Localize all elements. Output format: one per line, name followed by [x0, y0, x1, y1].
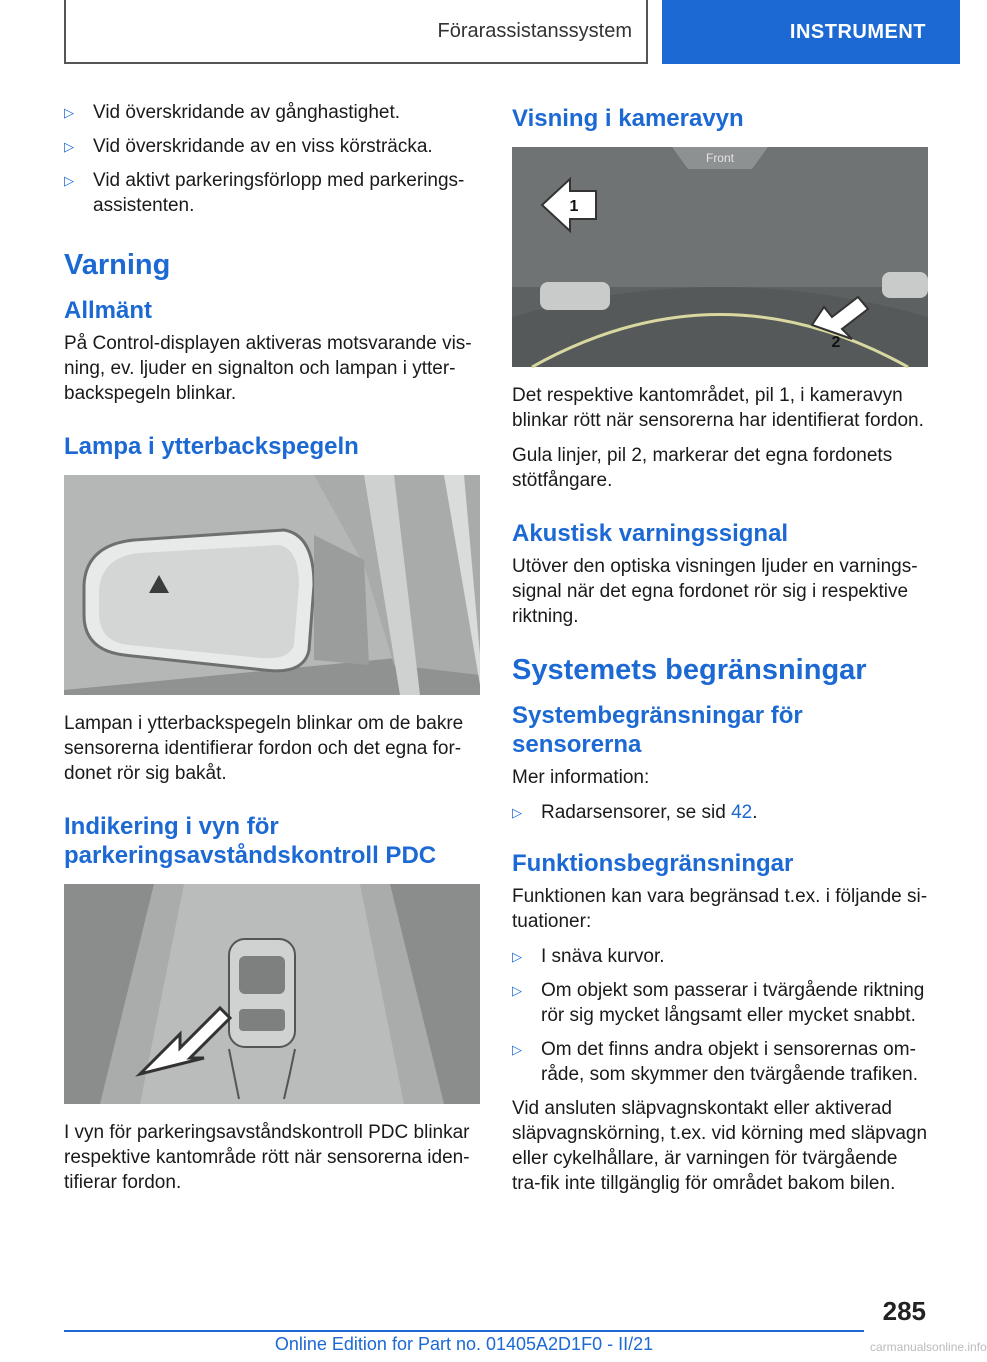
left-column [64, 100, 480, 1205]
paragraph-kamera-1: Det respektive kantområdet, pil 1, i kameravyn blinkar rött när sensorerna har identifierat fordon. [512, 385, 924, 431]
triangle-right-icon: ▷ [512, 983, 522, 998]
camera-arrow-1-label: 1 [569, 198, 579, 215]
paragraph-akustisk: Utöver den optiska visningen ljuder en varnings-signal när det egna fordonet rör sig i respektive riktning. [512, 556, 918, 627]
header-chapter-title: INSTRUMENT [789, 20, 926, 43]
header-section-title: Förarassistanssystem [437, 19, 632, 42]
heading-allmant: Allmänt [64, 297, 153, 324]
pdc-illustration [64, 884, 480, 1104]
mirror-illustration [64, 475, 480, 695]
mirror-figure [64, 475, 480, 695]
triangle-right-icon: ▷ [64, 139, 74, 154]
footer-edition: Online Edition for Part no. 01405A2D1F0 - II/21 [274, 1334, 654, 1354]
camera-figure [512, 147, 928, 367]
paragraph-funktion: Funktionen kan vara begränsad t.ex. i följande si-tuationer: [512, 886, 928, 932]
paragraph-slapvagn: Vid ansluten släpvagnskontakt eller aktiverad släpvagnskörning, t.ex. vid körning med släpvagn eller cykelhållare, är varningen för tvärgående tra-fik inte tillgänglig för området bakom bilen. [512, 1098, 928, 1194]
paragraph-pdc: I vyn för parkeringsavståndskontroll PDC blinkar respektive kantområde rött när sensorerna iden-tifierar fordon. [64, 1122, 470, 1193]
triangle-right-icon: ▷ [64, 105, 74, 120]
header-section [64, 0, 648, 64]
list-item: ▷ Om det finns andra objekt i sensorernas om-råde, som skymmer den tvärgående trafiken. [512, 1039, 919, 1085]
heading-lampa: Lampa i ytterbackspegeln [64, 433, 359, 460]
page-number: 285 [882, 1296, 926, 1326]
list-item: ▷ Vid överskridande av en viss körsträcka. [64, 136, 433, 157]
heading-begransningar: Systemets begränsningar [512, 654, 867, 686]
camera-illustration [512, 147, 928, 367]
header-chapter-tab[interactable] [662, 0, 960, 64]
footer-divider [64, 1330, 864, 1332]
heading-pdc: Indikering i vyn för parkeringsavståndskontroll PDC [64, 813, 437, 869]
heading-sensor: Systembegränsningar för sensorerna [512, 702, 803, 758]
list-item: ▷ I snäva kurvor. [512, 946, 665, 967]
paragraph-kamera-2: Gula linjer, pil 2, markerar det egna fordonets stötfångare. [512, 445, 893, 491]
triangle-right-icon: ▷ [512, 1042, 522, 1057]
right-column [512, 100, 928, 1206]
heading-funktion: Funktionsbegränsningar [512, 850, 794, 877]
camera-arrow-2-label: 2 [831, 334, 841, 351]
triangle-right-icon: ▷ [512, 949, 522, 964]
heading-akustisk: Akustisk varningssignal [512, 520, 789, 547]
heading-varning: Varning [64, 249, 171, 281]
watermark: carmanualsonline.info [870, 1340, 987, 1354]
list-item: ▷ Vid aktivt parkeringsförlopp med parkerings-assistenten. [64, 170, 465, 216]
paragraph-lampa: Lampan i ytterbackspegeln blinkar om de bakre sensorerna identifierar fordon och det egna for-donet rör sig bakåt. [64, 713, 464, 784]
list-item: ▷ Om objekt som passerar i tvärgående riktning rör sig mycket långsamt eller mycket snabbt. [512, 980, 925, 1026]
page-link-42[interactable]: 42 [731, 802, 753, 823]
camera-front-label: Front [705, 151, 735, 165]
triangle-right-icon: ▷ [64, 173, 74, 188]
heading-kamera: Visning i kameravyn [512, 105, 744, 132]
paragraph-mer-info: Mer information: [512, 767, 650, 788]
list-item: ▷ Vid överskridande av gånghastighet. [64, 102, 401, 123]
paragraph-allmant: På Control-displayen aktiveras motsvarande vis-ning, ev. ljuder en signalton och lampan i ytter-backspegeln blinkar. [64, 333, 472, 404]
triangle-right-icon: ▷ [512, 805, 522, 820]
list-item: ▷ Radarsensorer, se sid 42. [512, 802, 758, 823]
pdc-figure [64, 884, 480, 1104]
